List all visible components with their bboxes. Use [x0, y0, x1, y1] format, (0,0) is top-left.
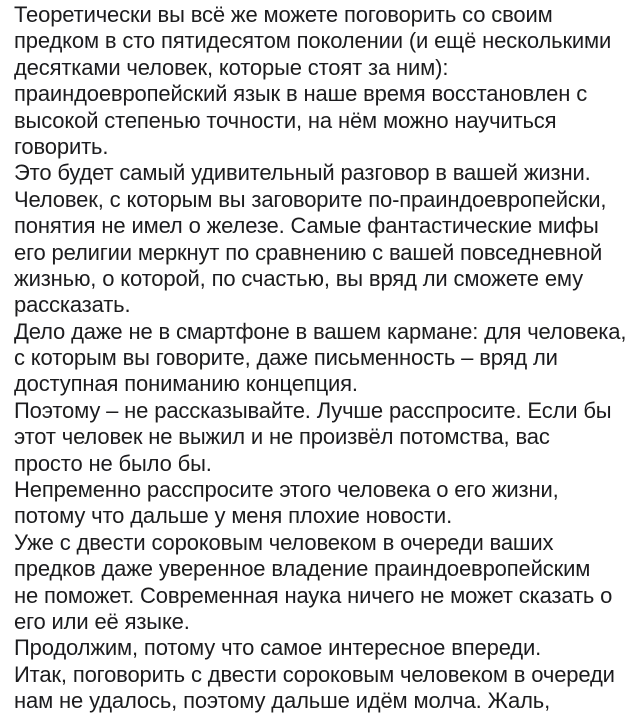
text-line: нам не удалось, поэтому дальше идём молча. Жаль, — [14, 688, 551, 714]
text-line: Уже с двести сороковым человеком в очереди ваших — [14, 529, 554, 555]
text-line: предков даже уверенное владение праиндоевропейским — [14, 556, 591, 582]
text-line: его или её языке. — [14, 608, 190, 634]
text-line: Теоретически вы всё же можете поговорить со своим — [14, 2, 553, 27]
text-line: жизнью, о которой, по счастью, вы вряд ли сможете ему — [14, 265, 583, 291]
text-line: Человек, с которым вы заговорите по-праиндоевропейски, — [14, 186, 607, 212]
text-line: просто не было бы. — [14, 450, 212, 476]
text-line: предком в сто пятидесятом поколении (и ещё несколькими — [14, 28, 612, 54]
text-line: Это будет самый удивительный разговор в вашей жизни. — [14, 160, 591, 186]
text-line: понятия не имел о железе. Самые фантастические мифы — [14, 213, 599, 239]
text-line: с которым вы говорите, даже письменность – вряд ли — [14, 345, 558, 371]
text-line: его религии меркнут по сравнению с вашей повседневной — [14, 239, 603, 265]
text-line: Продолжим, потому что самое интересное впереди. — [14, 635, 542, 661]
text-line: десятками человек, которые стоят за ним): — [14, 54, 449, 80]
text-line: потому что дальше у меня плохие новости. — [14, 503, 453, 529]
text-line: праиндоевропейский язык в наше время восстановлен с — [14, 81, 588, 107]
text-line: не поможет. Современная наука ничего не может сказать о — [14, 582, 613, 608]
text-line: доступная пониманию концепция. — [14, 371, 358, 397]
text-line: говорить. — [14, 133, 109, 159]
text-line: рассказать. — [14, 292, 131, 318]
text-line: Дело даже не в смартфоне в вашем кармане: для человека, — [14, 318, 627, 344]
text-line: высокой степенью точности, на нём можно научиться — [14, 107, 557, 133]
text-line: Непременно расспросите этого человека о его жизни, — [14, 477, 559, 503]
text-line: Итак, поговорить с двести сороковым человеком в очереди — [14, 661, 615, 687]
text-line: Поэтому – не рассказывайте. Лучше расспросите. Если бы — [14, 397, 612, 423]
text-line: этот человек не выжил и не произвёл потомства, вас — [14, 424, 550, 450]
post-text — [14, 2, 630, 715]
